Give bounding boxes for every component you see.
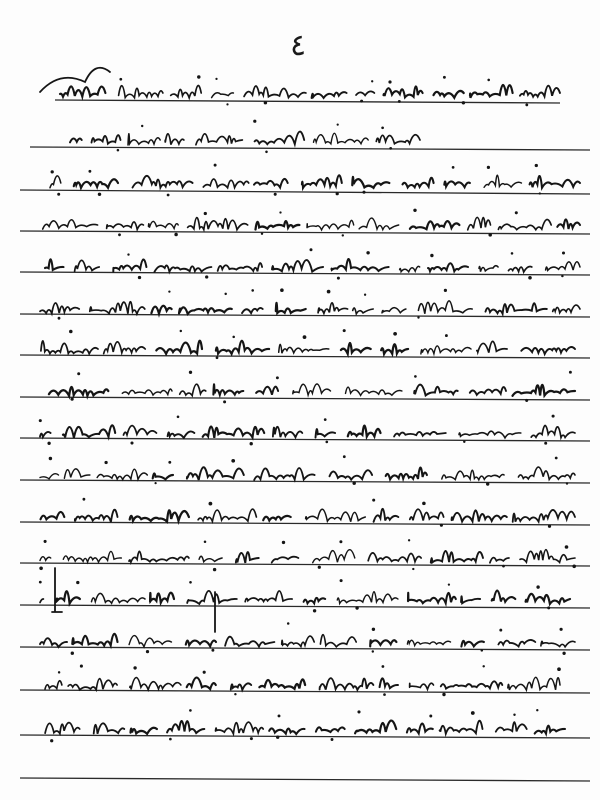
script-line: [43, 209, 580, 237]
script-line: [60, 75, 560, 106]
script-line: [39, 415, 575, 446]
script-line: [45, 709, 565, 742]
script-line: [39, 539, 576, 571]
script-line: [40, 622, 575, 655]
script-line: [41, 498, 576, 528]
script-line: [41, 329, 575, 359]
script-line: [70, 120, 420, 153]
script-line: [40, 455, 575, 485]
script-line: [40, 288, 580, 319]
script-line: [49, 371, 575, 404]
script-line: [50, 164, 580, 197]
margin-mark: [52, 568, 62, 612]
script-line: [45, 248, 580, 279]
page-number: ٤: [290, 28, 307, 63]
script-line: [39, 579, 570, 612]
script-line: [45, 665, 561, 697]
